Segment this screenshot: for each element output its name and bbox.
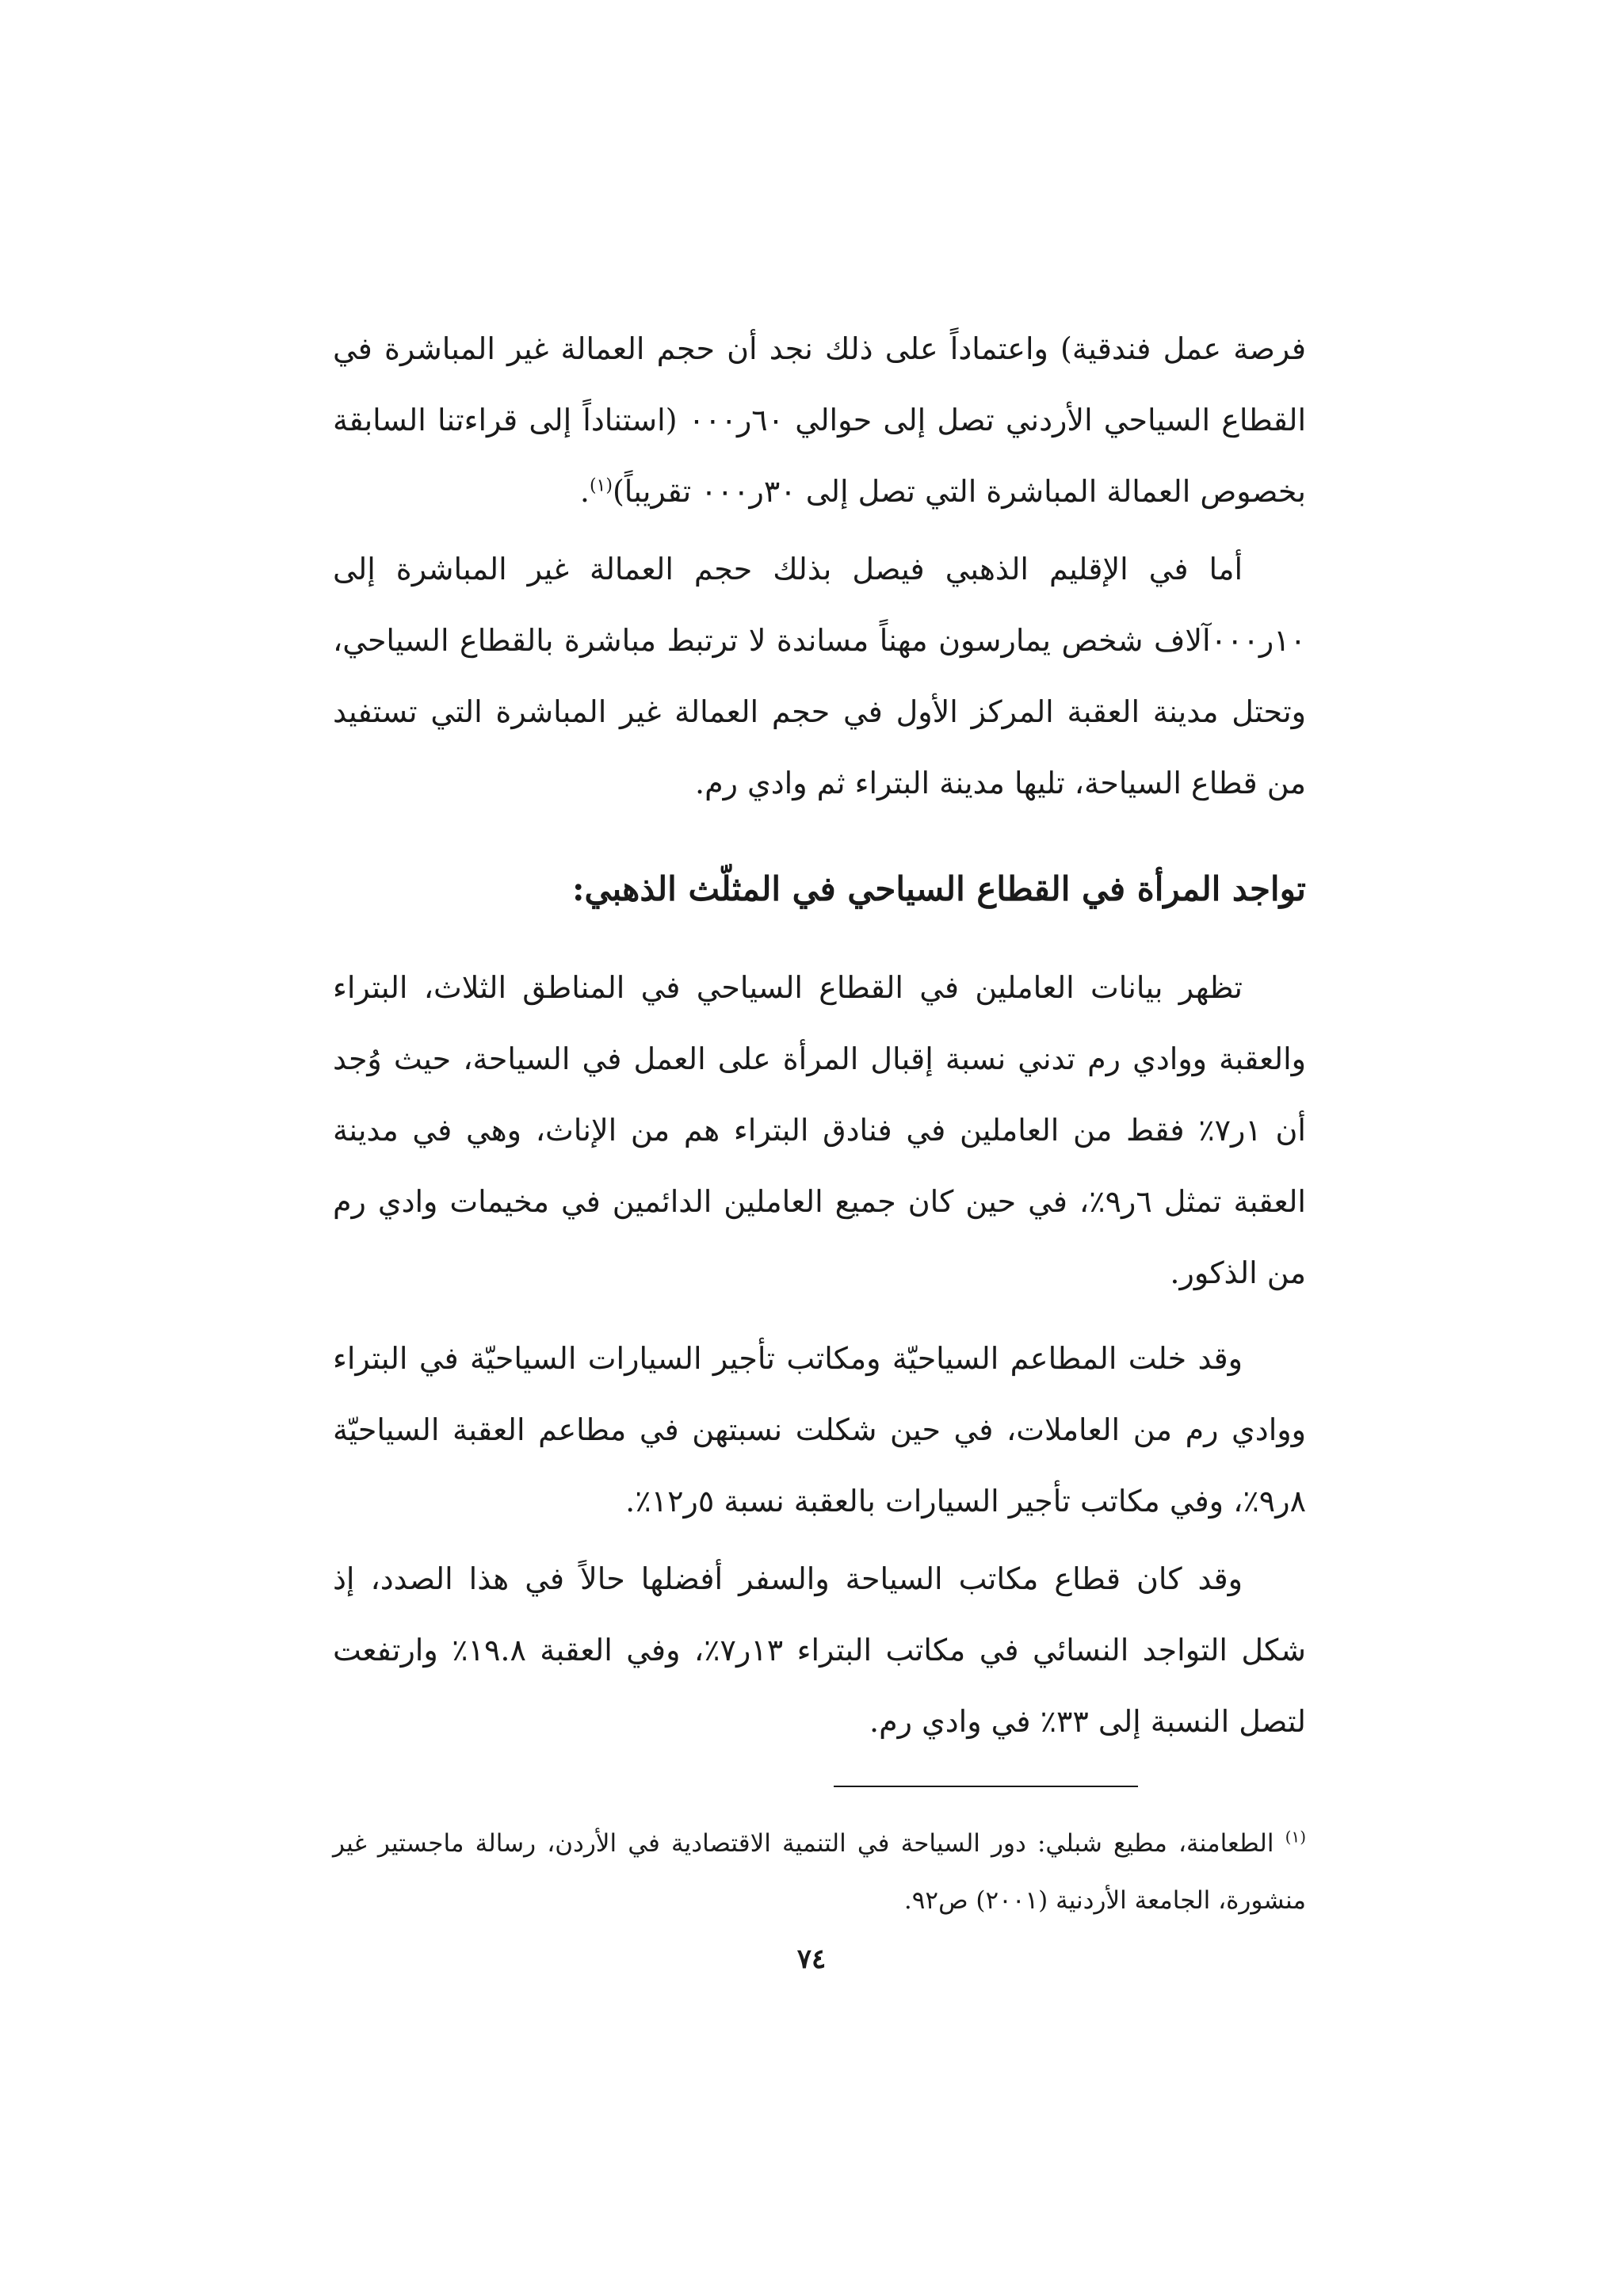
footnote-separator: [834, 1786, 1138, 1787]
footnote-1-text: الطعامنة، مطيع شبلي: دور السياحة في التنمية الاقتصادية في الأردن، رسالة ماجستير غير منشورة، الجامعة الأردنية (٢٠٠١) ص٩٢.: [333, 1829, 1306, 1915]
footnote-1: [333, 1815, 1306, 1929]
paragraph-3: تظهر بيانات العاملين في القطاع السياحي في المناطق الثلاث، البتراء والعقبة ووادي رم تدني نسبة إقبال المرأة على العمل في السياحة، حيث وُجد أن ١ر٧٪ فقط من العاملين في فنادق البتراء هم من الإناث، وهي في مدينة العقبة تمثل ٦ر٩٪، في حين كان جميع العاملين الدائمين في مخيمات وادي رم من الذكور.: [333, 970, 1306, 1290]
footnote-1-marker: (١): [1285, 1827, 1307, 1847]
paragraph-1-end: .: [579, 474, 590, 509]
main-text: [333, 313, 1306, 1757]
paragraph-4: وقد خلت المطاعم السياحيّة ومكاتب تأجير السيارات السياحيّة في البتراء ووادي رم من العاملات، في حين شكلت نسبتهن في مطاعم العقبة السياحيّة ٨ر٩٪، وفي مكاتب تأجير السيارات بالعقبة نسبة ٥ر١٢٪.: [333, 1341, 1306, 1519]
paragraph-1-text: فرصة عمل فندقية) واعتماداً على ذلك نجد أن حجم العمالة غير المباشرة في القطاع السياحي الأردني تصل إلى حوالي ٦٠ر٠٠٠ (استناداً إلى قراءتنا السابقة بخصوص العمالة المباشرة التي تصل إلى ٣٠ر٠٠٠ تقريباً): [333, 331, 1307, 509]
paragraph-2: أما في الإقليم الذهبي فيصل بذلك حجم العمالة غير المباشرة إلى ١٠ر٠٠٠آلاف شخص يمارسون مهناً مساندة لا ترتبط مباشرة بالقطاع السياحي، وتحتل مدينة العقبة المركز الأول في حجم العمالة غير المباشرة التي تستفيد من قطاع السياحة، تليها مدينة البتراء ثم وادي رم.: [333, 552, 1306, 800]
footnotes-section: [333, 1815, 1306, 1929]
page-number: ٧٤: [796, 1943, 827, 1975]
paragraph-1: [333, 313, 1306, 527]
footnote-reference-1[interactable]: (١): [589, 476, 613, 496]
section-heading: تواجد المرأة في القطاع السياحي في المثلّث الذهبي:: [572, 869, 1306, 908]
paragraph-5: وقد كان قطاع مكاتب السياحة والسفر أفضلها حالاً في هذا الصدد، إذ شكل التواجد النسائي في مكاتب البتراء ١٣ر٧٪، وفي العقبة ١٩.٨٪ وارتفعت لتصل النسبة إلى ٣٣٪ في وادي رم.: [333, 1561, 1306, 1739]
